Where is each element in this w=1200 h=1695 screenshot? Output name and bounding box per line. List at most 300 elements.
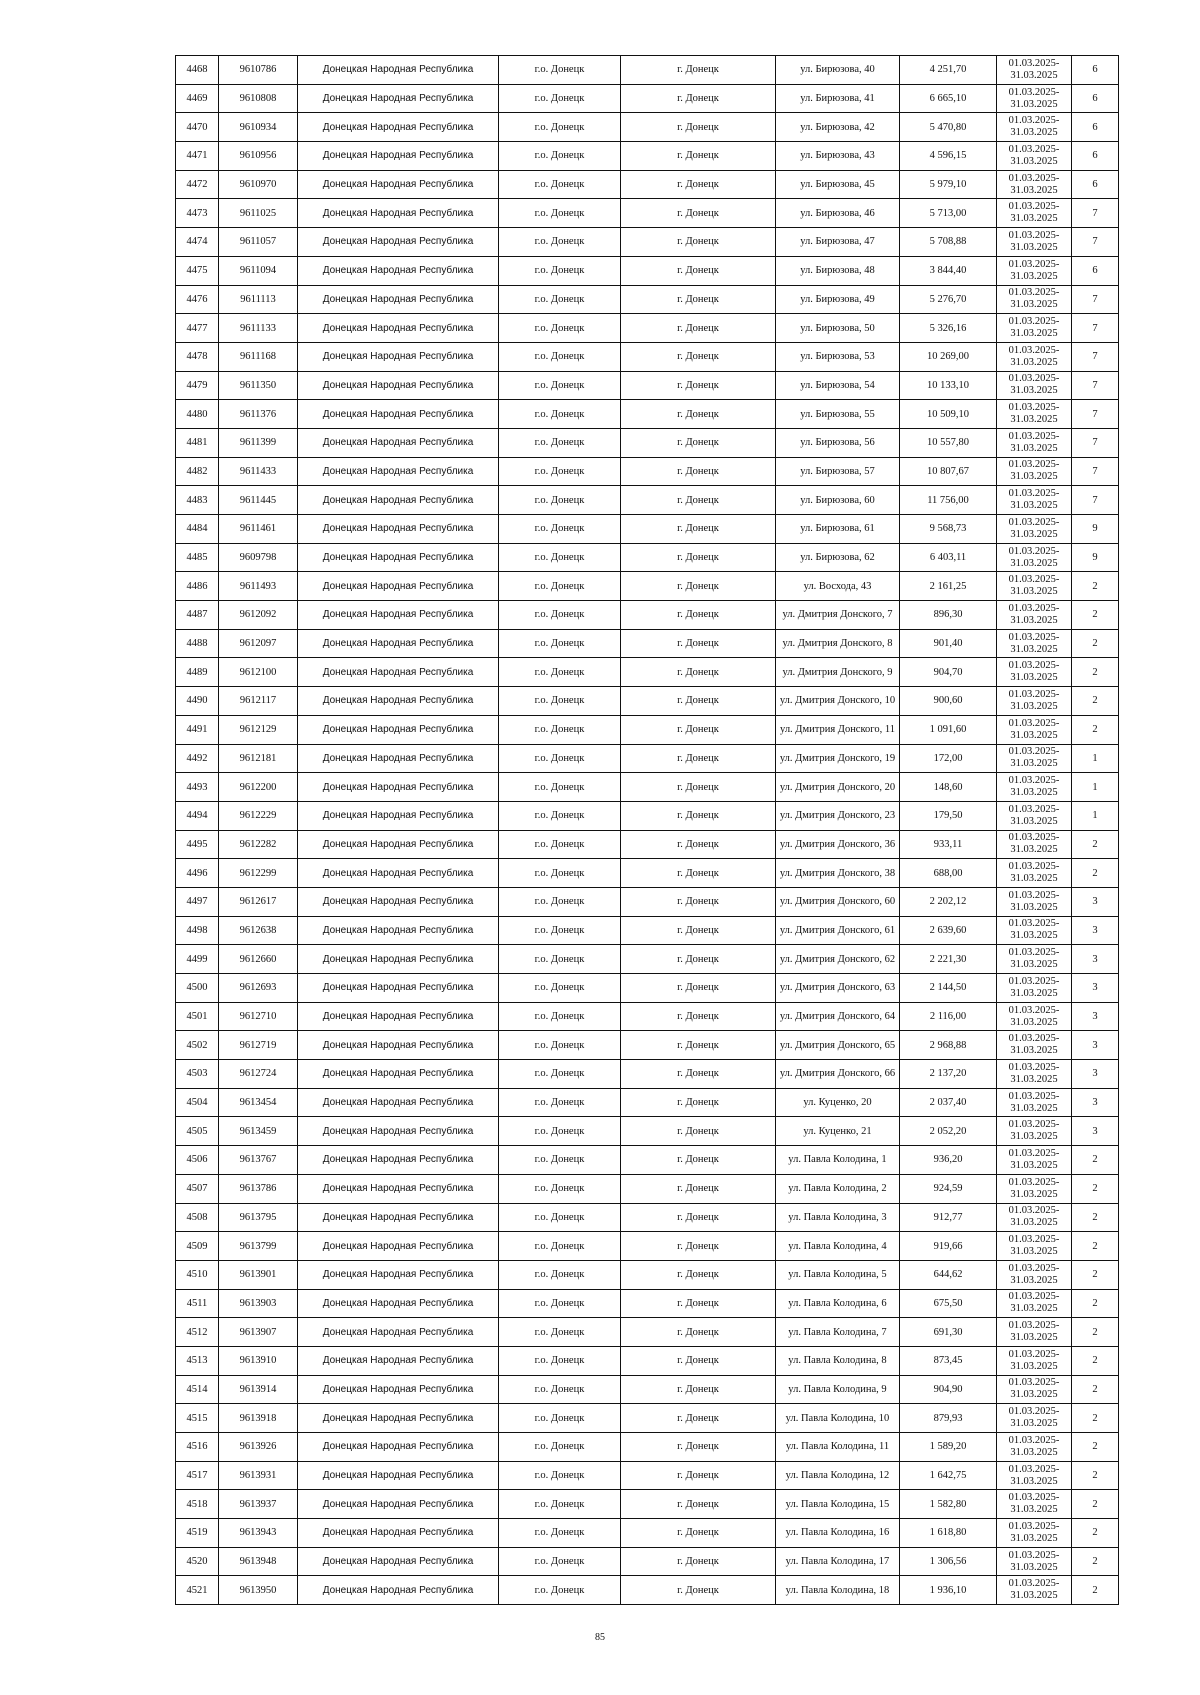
region-cell: [298, 543, 499, 572]
period-cell: [997, 830, 1072, 859]
amount: 2 639,60: [929, 924, 967, 936]
city: г. Донецк: [677, 351, 719, 363]
table-row: [176, 572, 1119, 601]
city: г. Донецк: [677, 523, 719, 535]
region-cell: [298, 601, 499, 630]
count: 2: [1092, 1584, 1098, 1596]
address-cell: [776, 974, 900, 1003]
period-end: 31.03.2025: [1010, 1389, 1058, 1401]
row-number-cell: [176, 256, 219, 285]
account-id: 9613943: [239, 1527, 277, 1539]
amount-cell: [900, 1146, 997, 1175]
period-cell: [997, 1117, 1072, 1146]
account-id: 9613931: [239, 1470, 277, 1482]
period-start: 01.03.2025-: [1008, 1377, 1060, 1389]
region-cell: [298, 1461, 499, 1490]
table-row: [176, 1490, 1119, 1519]
municipal-district-cell: [499, 1117, 621, 1146]
count-cell: [1072, 1547, 1119, 1576]
table-row: [176, 314, 1119, 343]
municipal-district: г.о. Донецк: [534, 781, 585, 793]
amount: 10 557,80: [927, 437, 969, 449]
city-cell: [621, 428, 776, 457]
municipal-district-cell: [499, 744, 621, 773]
municipal-district: г.о. Донецк: [534, 93, 585, 105]
count-cell: [1072, 1232, 1119, 1261]
city: г. Донецк: [677, 93, 719, 105]
amount-cell: [900, 1576, 997, 1605]
municipal-district: г.о. Донецк: [534, 1097, 585, 1109]
period-start: 01.03.2025-: [1008, 229, 1060, 241]
municipal-district-cell: [499, 974, 621, 1003]
address-cell: [776, 1433, 900, 1462]
count: 1: [1092, 752, 1098, 764]
address: ул. Бирюзова, 48: [800, 265, 875, 277]
region-cell: [298, 56, 499, 85]
count-cell: [1072, 1088, 1119, 1117]
row-number: 4509: [186, 1240, 208, 1252]
address-cell: [776, 887, 900, 916]
row-number: 4489: [186, 666, 208, 678]
region-cell: [298, 1404, 499, 1433]
amount: 5 470,80: [929, 121, 967, 133]
amount: 919,66: [933, 1240, 963, 1252]
region-cell: [298, 1232, 499, 1261]
period-end: 31.03.2025: [1010, 155, 1058, 167]
amount: 2 221,30: [929, 953, 967, 965]
municipal-district: г.о. Донецк: [534, 293, 585, 305]
row-number-cell: [176, 515, 219, 544]
region-cell: [298, 1433, 499, 1462]
table-row: [176, 1031, 1119, 1060]
account-id-cell: [219, 428, 298, 457]
amount-cell: [900, 1260, 997, 1289]
period-end: 31.03.2025: [1010, 844, 1058, 856]
table-row: [176, 601, 1119, 630]
amount-cell: [900, 744, 997, 773]
region: Донецкая Народная Республика: [322, 379, 474, 391]
account-id-cell: [219, 1490, 298, 1519]
account-id-cell: [219, 142, 298, 171]
count-cell: [1072, 400, 1119, 429]
region: Донецкая Народная Республика: [322, 552, 474, 564]
city-cell: [621, 1547, 776, 1576]
period-start: 01.03.2025-: [1008, 975, 1060, 987]
account-id: 9611350: [239, 379, 277, 391]
address-cell: [776, 1031, 900, 1060]
count-cell: [1072, 1060, 1119, 1089]
period-start: 01.03.2025-: [1008, 1176, 1060, 1188]
address-cell: [776, 199, 900, 228]
address-cell: [776, 543, 900, 572]
account-id: 9613907: [239, 1326, 277, 1338]
municipal-district: г.о. Донецк: [534, 1527, 585, 1539]
city: г. Донецк: [677, 724, 719, 736]
region-cell: [298, 1289, 499, 1318]
amount-cell: [900, 830, 997, 859]
city-cell: [621, 228, 776, 257]
address: ул. Павла Колодина, 11: [785, 1441, 890, 1453]
period-cell: [997, 1174, 1072, 1203]
city: г. Донецк: [677, 408, 719, 420]
row-number-cell: [176, 84, 219, 113]
address-cell: [776, 342, 900, 371]
municipal-district-cell: [499, 572, 621, 601]
count-cell: [1072, 84, 1119, 113]
period-start: 01.03.2025-: [1008, 688, 1060, 700]
count: 6: [1092, 93, 1098, 105]
period-start: 01.03.2025-: [1008, 574, 1060, 586]
period-start: 01.03.2025-: [1008, 115, 1060, 127]
period-end: 31.03.2025: [1010, 959, 1058, 971]
city: г. Донецк: [677, 494, 719, 506]
address: ул. Павла Колодина, 3: [788, 1211, 887, 1223]
account-id: 9611168: [240, 351, 276, 363]
address: ул. Дмитрия Донского, 64: [779, 1011, 896, 1023]
account-id-cell: [219, 974, 298, 1003]
row-number-cell: [176, 1461, 219, 1490]
amount-cell: [900, 314, 997, 343]
account-id: 9613926: [239, 1441, 277, 1453]
region-cell: [298, 457, 499, 486]
count-cell: [1072, 1519, 1119, 1548]
address-cell: [776, 1088, 900, 1117]
period-cell: [997, 773, 1072, 802]
municipal-district: г.о. Донецк: [534, 1355, 585, 1367]
data-table: [175, 55, 1119, 1605]
table-row: [176, 113, 1119, 142]
address-cell: [776, 1346, 900, 1375]
account-id: 9612282: [239, 838, 277, 850]
count: 6: [1092, 64, 1098, 76]
period-end: 31.03.2025: [1010, 901, 1058, 913]
account-id: 9612638: [239, 924, 277, 936]
period-cell: [997, 1203, 1072, 1232]
amount: 4 251,70: [929, 64, 967, 76]
region-cell: [298, 400, 499, 429]
row-number-cell: [176, 1203, 219, 1232]
region-cell: [298, 1260, 499, 1289]
amount: 1 306,56: [929, 1556, 967, 1568]
count-cell: [1072, 1260, 1119, 1289]
period-end: 31.03.2025: [1010, 643, 1058, 655]
amount-cell: [900, 400, 997, 429]
account-id: 9613795: [239, 1211, 277, 1223]
count: 2: [1092, 638, 1098, 650]
municipal-district: г.о. Донецк: [534, 1412, 585, 1424]
city: г. Донецк: [677, 695, 719, 707]
region: Донецкая Народная Республика: [322, 867, 474, 879]
municipal-district: г.о. Донецк: [534, 1039, 585, 1051]
region: Донецкая Народная Республика: [322, 695, 474, 707]
account-id-cell: [219, 916, 298, 945]
period-start: 01.03.2025-: [1008, 889, 1060, 901]
table-row: [176, 486, 1119, 515]
period-cell: [997, 314, 1072, 343]
count-cell: [1072, 601, 1119, 630]
city-cell: [621, 1346, 776, 1375]
amount: 5 713,00: [929, 207, 967, 219]
row-number-cell: [176, 1576, 219, 1605]
table-row: [176, 916, 1119, 945]
city-cell: [621, 1117, 776, 1146]
period-end: 31.03.2025: [1010, 700, 1058, 712]
row-number: 4502: [186, 1039, 208, 1051]
period-cell: [997, 1461, 1072, 1490]
municipal-district-cell: [499, 773, 621, 802]
municipal-district: г.о. Донецк: [534, 638, 585, 650]
municipal-district: г.о. Донецк: [534, 1068, 585, 1080]
city: г. Донецк: [677, 1240, 719, 1252]
table-row: [176, 1203, 1119, 1232]
city: г. Донецк: [677, 265, 719, 277]
row-number-cell: [176, 1318, 219, 1347]
row-number: 4500: [186, 982, 208, 994]
city-cell: [621, 113, 776, 142]
municipal-district-cell: [499, 486, 621, 515]
row-number: 4498: [186, 924, 208, 936]
period-end: 31.03.2025: [1010, 98, 1058, 110]
address-cell: [776, 1404, 900, 1433]
row-number-cell: [176, 601, 219, 630]
address: ул. Бирюзова, 60: [800, 494, 875, 506]
period-end: 31.03.2025: [1010, 1016, 1058, 1028]
table-row: [176, 744, 1119, 773]
count: 2: [1092, 867, 1098, 879]
amount-cell: [900, 56, 997, 85]
account-id: 9610808: [239, 93, 277, 105]
amount: 10 133,10: [927, 379, 969, 391]
municipal-district: г.о. Донецк: [534, 896, 585, 908]
region: Донецкая Народная Республика: [322, 236, 474, 248]
count: 2: [1092, 1211, 1098, 1223]
period-cell: [997, 1576, 1072, 1605]
table-row: [176, 1174, 1119, 1203]
address: ул. Павла Колодина, 1: [788, 1154, 887, 1166]
row-number-cell: [176, 285, 219, 314]
region-cell: [298, 859, 499, 888]
address: ул. Бирюзова, 61: [800, 523, 875, 535]
city: г. Донецк: [677, 437, 719, 449]
count-cell: [1072, 457, 1119, 486]
region-cell: [298, 1088, 499, 1117]
row-number: 4504: [186, 1097, 208, 1109]
region: Донецкая Народная Республика: [322, 1097, 474, 1109]
period-start: 01.03.2025-: [1008, 660, 1060, 672]
count: 7: [1092, 322, 1098, 334]
table-row: [176, 1519, 1119, 1548]
region: Донецкая Народная Республика: [322, 523, 474, 535]
city-cell: [621, 1375, 776, 1404]
address-cell: [776, 400, 900, 429]
amount-cell: [900, 1232, 997, 1261]
address: ул. Дмитрия Донского, 61: [779, 924, 896, 936]
row-number: 4510: [186, 1269, 208, 1281]
address: ул. Дмитрия Донского, 38: [779, 867, 896, 879]
address: ул. Дмитрия Донского, 63: [779, 982, 896, 994]
page-number: 85: [595, 1632, 605, 1643]
address: ул. Бирюзова, 46: [800, 207, 875, 219]
amount-cell: [900, 84, 997, 113]
period-cell: [997, 1519, 1072, 1548]
count-cell: [1072, 1318, 1119, 1347]
municipal-district: г.о. Донецк: [534, 982, 585, 994]
table-row: [176, 170, 1119, 199]
municipal-district-cell: [499, 1060, 621, 1089]
address: ул. Бирюзова, 43: [800, 150, 875, 162]
amount-cell: [900, 1174, 997, 1203]
row-number-cell: [176, 142, 219, 171]
city: г. Донецк: [677, 1355, 719, 1367]
period-cell: [997, 601, 1072, 630]
region: Донецкая Народная Республика: [322, 207, 474, 219]
amount: 675,50: [933, 1297, 963, 1309]
city: г. Донецк: [677, 1527, 719, 1539]
region: Донецкая Народная Республика: [322, 1297, 474, 1309]
table-row: [176, 84, 1119, 113]
count: 7: [1092, 379, 1098, 391]
account-id: 9611094: [239, 265, 277, 277]
count-cell: [1072, 285, 1119, 314]
region-cell: [298, 1490, 499, 1519]
region: Донецкая Народная Республика: [322, 609, 474, 621]
table-row: [176, 1289, 1119, 1318]
address-cell: [776, 658, 900, 687]
row-number: 4495: [186, 838, 208, 850]
account-id-cell: [219, 486, 298, 515]
account-id: 9612719: [239, 1039, 277, 1051]
region: Донецкая Народная Республика: [322, 1011, 474, 1023]
region-cell: [298, 1203, 499, 1232]
city: г. Донецк: [677, 1269, 719, 1281]
row-number: 4507: [186, 1183, 208, 1195]
municipal-district: г.о. Донецк: [534, 379, 585, 391]
address: ул. Бирюзова, 49: [800, 293, 875, 305]
row-number: 4470: [186, 121, 208, 133]
account-id-cell: [219, 629, 298, 658]
count-cell: [1072, 974, 1119, 1003]
amount-cell: [900, 342, 997, 371]
count: 6: [1092, 179, 1098, 191]
period-start: 01.03.2025-: [1008, 1492, 1060, 1504]
amount-cell: [900, 1203, 997, 1232]
region-cell: [298, 1346, 499, 1375]
period-end: 31.03.2025: [1010, 241, 1058, 253]
account-id-cell: [219, 945, 298, 974]
account-id: 9612660: [239, 953, 277, 965]
row-number-cell: [176, 658, 219, 687]
region-cell: [298, 371, 499, 400]
row-number: 4508: [186, 1211, 208, 1223]
municipal-district-cell: [499, 687, 621, 716]
municipal-district: г.о. Донецк: [534, 666, 585, 678]
city: г. Донецк: [677, 953, 719, 965]
row-number: 4497: [186, 896, 208, 908]
count: 2: [1092, 1183, 1098, 1195]
count-cell: [1072, 801, 1119, 830]
region: Донецкая Народная Республика: [322, 179, 474, 191]
city: г. Донецк: [677, 1183, 719, 1195]
city-cell: [621, 773, 776, 802]
municipal-district: г.о. Донецк: [534, 265, 585, 277]
row-number: 4486: [186, 580, 208, 592]
amount: 179,50: [933, 810, 963, 822]
address: ул. Бирюзова, 47: [800, 236, 875, 248]
amount: 3 844,40: [929, 265, 967, 277]
period-start: 01.03.2025-: [1008, 373, 1060, 385]
city-cell: [621, 1404, 776, 1433]
row-number: 4492: [186, 752, 208, 764]
period-cell: [997, 486, 1072, 515]
count: 2: [1092, 1498, 1098, 1510]
period-start: 01.03.2025-: [1008, 1320, 1060, 1332]
count-cell: [1072, 1146, 1119, 1175]
table-row: [176, 543, 1119, 572]
region-cell: [298, 486, 499, 515]
table-row: [176, 830, 1119, 859]
period-start: 01.03.2025-: [1008, 1348, 1060, 1360]
city-cell: [621, 744, 776, 773]
municipal-district: г.о. Донецк: [534, 408, 585, 420]
account-id: 9610934: [239, 121, 277, 133]
period-end: 31.03.2025: [1010, 1360, 1058, 1372]
row-number: 4468: [186, 64, 208, 76]
period-end: 31.03.2025: [1010, 729, 1058, 741]
region: Донецкая Народная Республика: [322, 494, 474, 506]
account-id: 9613914: [239, 1383, 277, 1395]
account-id: 9612097: [239, 638, 277, 650]
city-cell: [621, 601, 776, 630]
amount: 2 161,25: [929, 580, 967, 592]
period-end: 31.03.2025: [1010, 787, 1058, 799]
account-id: 9613767: [239, 1154, 277, 1166]
region: Донецкая Народная Республика: [322, 121, 474, 133]
count-cell: [1072, 1490, 1119, 1519]
region: Донецкая Народная Республика: [322, 265, 474, 277]
amount: 2 052,20: [929, 1125, 967, 1137]
address: ул. Бирюзова, 41: [800, 93, 875, 105]
count: 2: [1092, 1441, 1098, 1453]
municipal-district: г.о. Донецк: [534, 64, 585, 76]
account-id: 9613950: [239, 1584, 277, 1596]
municipal-district: г.о. Донецк: [534, 1297, 585, 1309]
account-id: 9609798: [239, 552, 277, 564]
address: ул. Дмитрия Донского, 20: [779, 781, 896, 793]
account-id: 9613454: [239, 1097, 277, 1109]
count-cell: [1072, 428, 1119, 457]
address: ул. Павла Колодина, 4: [788, 1240, 887, 1252]
period-start: 01.03.2025-: [1008, 1033, 1060, 1045]
amount-cell: [900, 457, 997, 486]
region: Донецкая Народная Республика: [322, 93, 474, 105]
table-row: [176, 1060, 1119, 1089]
count-cell: [1072, 256, 1119, 285]
count-cell: [1072, 1461, 1119, 1490]
city-cell: [621, 1461, 776, 1490]
table-row: [176, 199, 1119, 228]
period-end: 31.03.2025: [1010, 1073, 1058, 1085]
count-cell: [1072, 1174, 1119, 1203]
table-row: [176, 658, 1119, 687]
amount-cell: [900, 1547, 997, 1576]
address: ул. Дмитрия Донского, 10: [779, 695, 896, 707]
period-cell: [997, 371, 1072, 400]
amount-cell: [900, 1060, 997, 1089]
row-number-cell: [176, 1404, 219, 1433]
account-id-cell: [219, 1117, 298, 1146]
count-cell: [1072, 515, 1119, 544]
city: г. Донецк: [677, 322, 719, 334]
